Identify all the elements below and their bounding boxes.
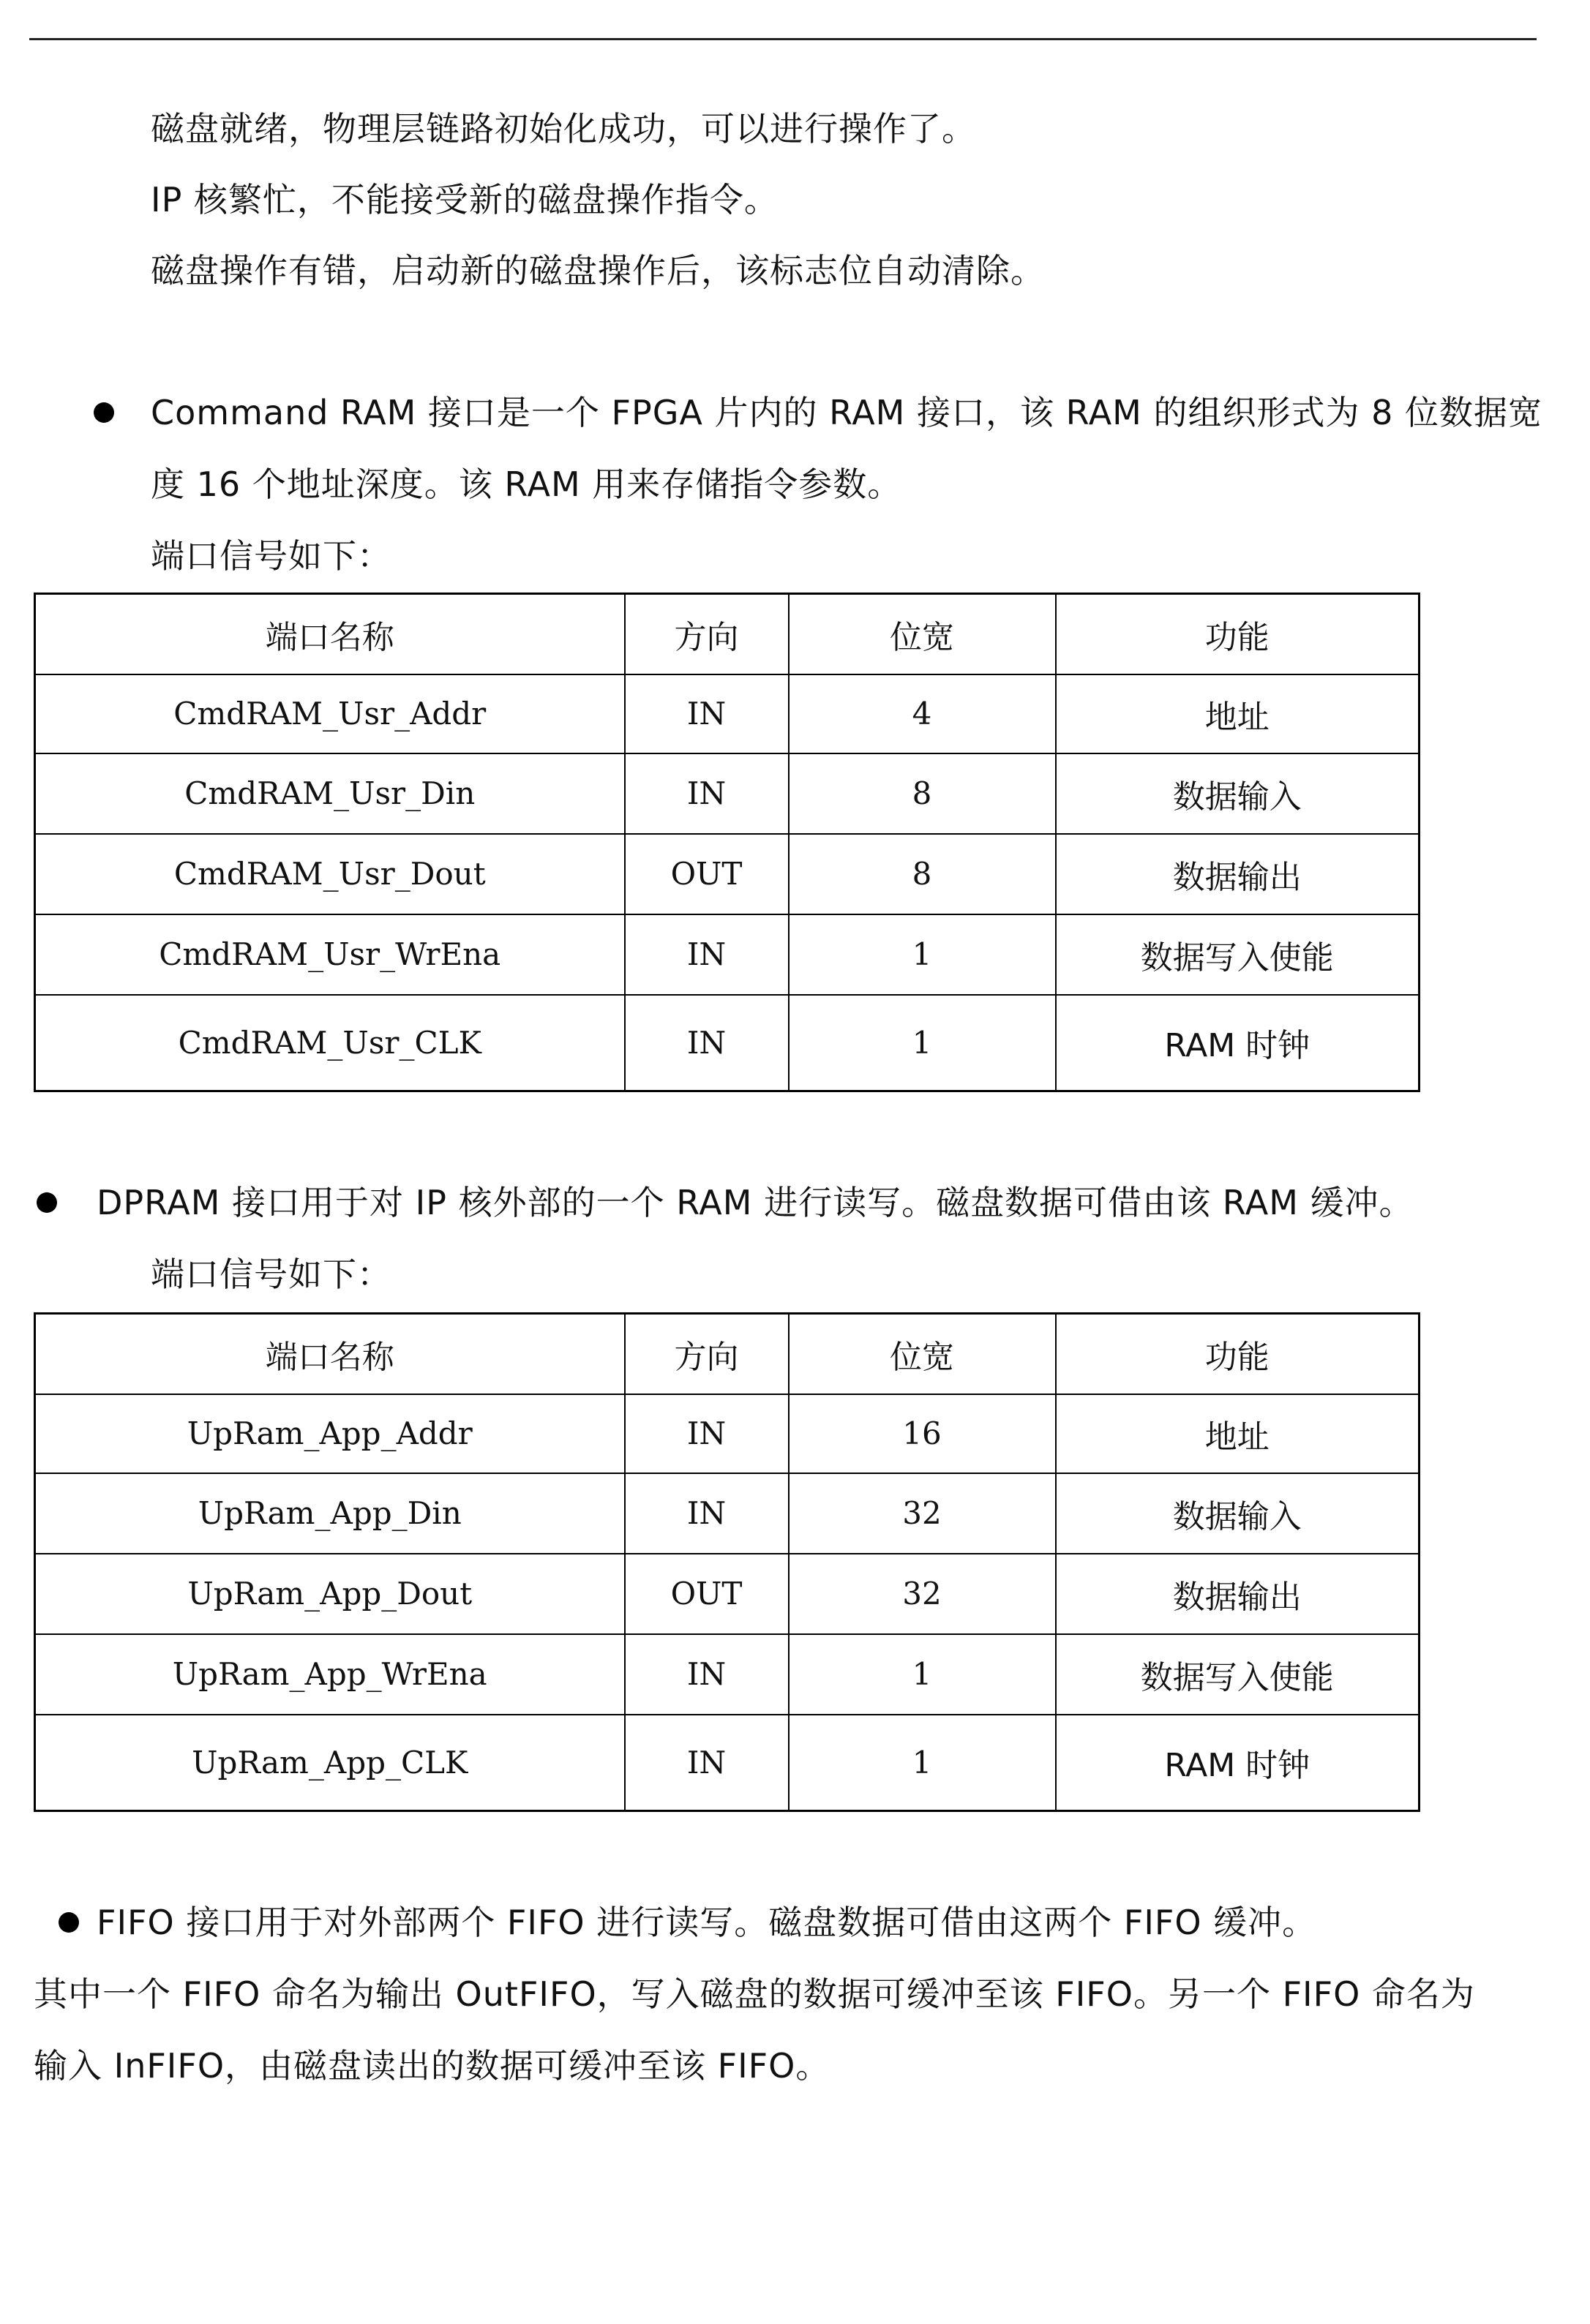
port-function: 地址 bbox=[1056, 1394, 1420, 1473]
header-rule bbox=[29, 38, 1537, 40]
dpram-ports-label: 端口信号如下： bbox=[151, 1255, 391, 1294]
bullet-command-ram bbox=[94, 402, 114, 423]
port-name: UpRam_App_Dout bbox=[35, 1554, 625, 1634]
table-row bbox=[35, 914, 1420, 995]
header-port-name: 端口名称 bbox=[35, 1314, 625, 1394]
port-direction: IN bbox=[625, 753, 789, 834]
port-width: 8 bbox=[789, 753, 1056, 834]
port-direction: OUT bbox=[625, 834, 789, 914]
port-name: CmdRAM_Usr_Dout bbox=[35, 834, 625, 914]
table-row bbox=[35, 995, 1420, 1091]
header-width: 位宽 bbox=[789, 594, 1056, 674]
table-row bbox=[35, 1715, 1420, 1811]
port-width: 16 bbox=[789, 1394, 1056, 1473]
port-function: 数据输出 bbox=[1056, 1554, 1420, 1634]
port-direction: IN bbox=[625, 1473, 789, 1554]
header-direction: 方向 bbox=[625, 1314, 789, 1394]
fifo-desc-line2: 其中一个 FIFO 命名为输出 OutFIFO，写入磁盘的数据可缓冲至该 FIFO。另一个 FIFO 命名为 bbox=[34, 1974, 1475, 2014]
bullet-dpram bbox=[37, 1192, 57, 1213]
port-direction: IN bbox=[625, 914, 789, 995]
table-row bbox=[35, 674, 1420, 753]
header-direction: 方向 bbox=[625, 594, 789, 674]
port-function: RAM 时钟 bbox=[1056, 995, 1420, 1091]
table-row bbox=[35, 1634, 1420, 1715]
header-function: 功能 bbox=[1056, 1314, 1420, 1394]
status-line-error: 磁盘操作有错，启动新的磁盘操作后，该标志位自动清除。 bbox=[151, 251, 1045, 290]
table-row bbox=[35, 753, 1420, 834]
port-width: 8 bbox=[789, 834, 1056, 914]
port-function: 数据输出 bbox=[1056, 834, 1420, 914]
dpram-desc-line1: DPRAM 接口用于对 IP 核外部的一个 RAM 进行读写。磁盘数据可借由该 RAM 缓冲。 bbox=[97, 1183, 1414, 1222]
port-function: 数据写入使能 bbox=[1056, 914, 1420, 995]
port-function: RAM 时钟 bbox=[1056, 1715, 1420, 1811]
port-name: UpRam_App_CLK bbox=[35, 1715, 625, 1811]
port-name: CmdRAM_Usr_WrEna bbox=[35, 914, 625, 995]
header-width: 位宽 bbox=[789, 1314, 1056, 1394]
dpram-port-table bbox=[34, 1312, 1420, 1812]
table-row bbox=[35, 834, 1420, 914]
port-direction: IN bbox=[625, 1634, 789, 1715]
header-port-name: 端口名称 bbox=[35, 594, 625, 674]
port-name: UpRam_App_WrEna bbox=[35, 1634, 625, 1715]
table-row bbox=[35, 1554, 1420, 1634]
port-name: CmdRAM_Usr_Addr bbox=[35, 674, 625, 753]
fifo-desc-line3: 输入 InFIFO，由磁盘读出的数据可缓冲至该 FIFO。 bbox=[34, 2046, 830, 2086]
command-ram-desc-line2: 度 16 个地址深度。该 RAM 用来存储指令参数。 bbox=[151, 465, 902, 504]
port-name: UpRam_App_Addr bbox=[35, 1394, 625, 1473]
status-line-ready: 磁盘就绪，物理层链路初始化成功，可以进行操作了。 bbox=[151, 109, 976, 148]
table-header-row bbox=[35, 1314, 1420, 1394]
table-row bbox=[35, 1394, 1420, 1473]
command-ram-port-table bbox=[34, 593, 1420, 1092]
command-ram-ports-label: 端口信号如下： bbox=[151, 536, 391, 576]
port-direction: IN bbox=[625, 1394, 789, 1473]
port-function: 地址 bbox=[1056, 674, 1420, 753]
port-width: 1 bbox=[789, 995, 1056, 1091]
port-width: 32 bbox=[789, 1473, 1056, 1554]
table-header-row bbox=[35, 594, 1420, 674]
port-direction: OUT bbox=[625, 1554, 789, 1634]
port-width: 32 bbox=[789, 1554, 1056, 1634]
port-function: 数据输入 bbox=[1056, 753, 1420, 834]
port-width: 4 bbox=[789, 674, 1056, 753]
port-function: 数据输入 bbox=[1056, 1473, 1420, 1554]
port-name: UpRam_App_Din bbox=[35, 1473, 625, 1554]
port-width: 1 bbox=[789, 1715, 1056, 1811]
port-function: 数据写入使能 bbox=[1056, 1634, 1420, 1715]
bullet-fifo bbox=[59, 1912, 79, 1933]
command-ram-desc-line1: Command RAM 接口是一个 FPGA 片内的 RAM 接口，该 RAM 的组织形式为 8 位数据宽 bbox=[151, 393, 1542, 432]
status-line-busy: IP 核繁忙，不能接受新的磁盘操作指令。 bbox=[151, 180, 779, 219]
header-function: 功能 bbox=[1056, 594, 1420, 674]
port-direction: IN bbox=[625, 1715, 789, 1811]
port-direction: IN bbox=[625, 674, 789, 753]
port-name: CmdRAM_Usr_Din bbox=[35, 753, 625, 834]
port-width: 1 bbox=[789, 1634, 1056, 1715]
port-name: CmdRAM_Usr_CLK bbox=[35, 995, 625, 1091]
port-direction: IN bbox=[625, 995, 789, 1091]
fifo-desc-line1: FIFO 接口用于对外部两个 FIFO 进行读写。磁盘数据可借由这两个 FIFO 缓冲。 bbox=[97, 1903, 1317, 1942]
port-width: 1 bbox=[789, 914, 1056, 995]
table-row bbox=[35, 1473, 1420, 1554]
